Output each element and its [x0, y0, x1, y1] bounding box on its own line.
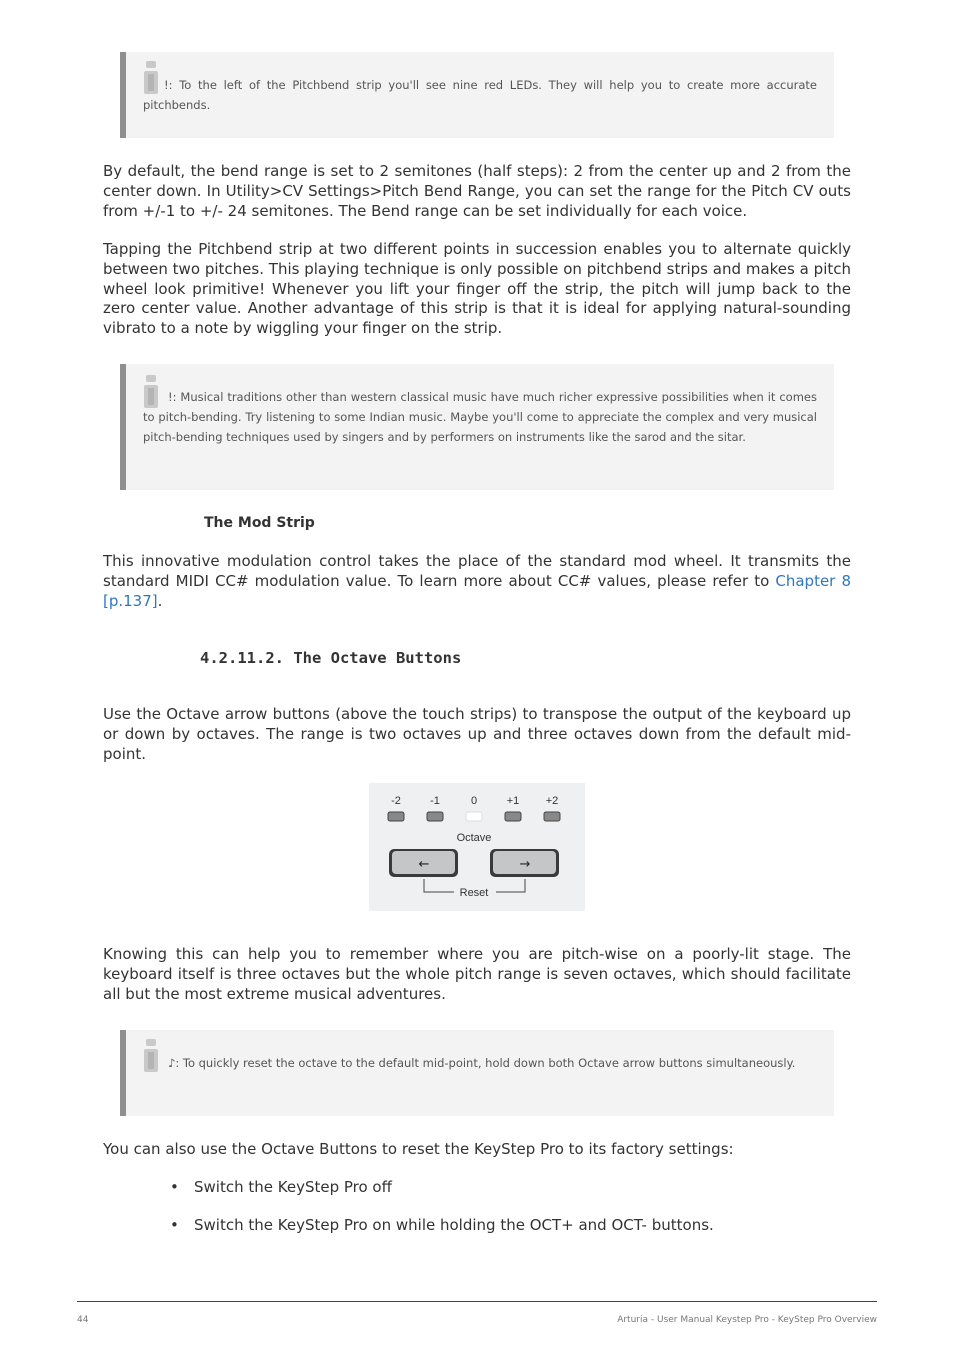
heading-mod-strip: The Mod Strip: [204, 515, 315, 531]
octave-label-minus-1: -1: [430, 795, 440, 807]
octave-title: Octave: [456, 832, 492, 844]
paragraph-mod-strip: This innovative modulation control takes the place of the standard mod wheel. It transmits the standard MIDI CC# modulation value. To learn more about CC# values, please refer to Chapter 8 [p.137].: [103, 552, 851, 610]
page-number: 44: [77, 1315, 89, 1325]
octave-led-minus-2: [388, 812, 404, 821]
paragraph-octave-intro: Use the Octave arrow buttons (above the touch strips) to transpose the output of the keyboard up or down by octaves. The range is two octaves up and three octaves down from the default mid-point.: [103, 705, 851, 763]
reset-steps-list: [170, 1178, 714, 1235]
octave-panel-drawing: [369, 783, 585, 911]
octave-led-minus-1: [427, 812, 443, 821]
tip-note-reset-octave: [120, 1030, 834, 1116]
octave-led-plus-1: [505, 812, 521, 821]
reset-bracket-left: [424, 879, 454, 892]
note-text: ♪: To quickly reset the octave to the default mid-point, hold down both Octave arrow buttons simultaneously.: [168, 1056, 796, 1070]
octave-led-0-active: [466, 812, 482, 821]
heading-octave-buttons: 4.2.11.2. The Octave Buttons: [200, 649, 462, 667]
note-text: !: To the left of the Pitchbend strip you'll see nine red LEDs. They will help you to create more accurate pitchbends.: [143, 78, 817, 112]
octave-label-0: 0: [470, 795, 478, 807]
footer-divider: [77, 1301, 877, 1302]
arrow-left-icon: ←: [418, 857, 430, 872]
chapter-8-link[interactable]: Chapter 8 [p.137]: [103, 571, 851, 610]
bullet: •: [170, 1216, 179, 1234]
bullet: •: [170, 1178, 179, 1196]
paragraph-bend-range: By default, the bend range is set to 2 semitones (half steps): 2 from the center up and 2 from the center down. In Utility>CV Settings>Pitch Bend Range, you can set the range for the Pitch CV outs from +/-1 to +/- 24 semitones. The Bend range can be set individually for each voice.: [103, 162, 851, 220]
info-note-leds: [120, 52, 834, 138]
octave-label-minus-2: -2: [391, 795, 401, 807]
paragraph-reset-intro: You can also use the Octave Buttons to reset the KeyStep Pro to its factory settings:: [103, 1140, 734, 1158]
arrow-right-icon: →: [519, 857, 531, 872]
octave-up-button[interactable]: [490, 849, 559, 877]
paragraph-knowing: Knowing this can help you to remember where you are pitch-wise on a poorly-lit stage. The keyboard itself is three octaves but the whole pitch range is seven octaves, which should facilitate all but the most extreme musical adventures.: [103, 945, 851, 1003]
octave-label-plus-2: +2: [545, 795, 559, 807]
octave-down-button[interactable]: [389, 849, 458, 877]
reset-label: Reset: [459, 887, 489, 899]
octave-label-plus-1: +1: [506, 795, 520, 807]
octave-led-plus-2: [544, 812, 560, 821]
octave-panel-image: [369, 783, 585, 911]
reset-bracket-right: [496, 879, 525, 892]
list-item: • Switch the KeyStep Pro on while holding the OCT+ and OCT- buttons.: [170, 1216, 714, 1234]
footer-title: Arturia - User Manual Keystep Pro - KeyStep Pro Overview: [617, 1315, 877, 1325]
paragraph-tapping: Tapping the Pitchbend strip at two different points in succession enables you to alternate quickly between two pitches. This playing technique is only possible on pitchbend strips and makes a pitch wheel look primitive! Whenever you lift your finger off the strip, the pitch will jump back to the zero center value. Another advantage of this strip is that it is ideal for applying natural-sounding vibrato to a note by wiggling your finger on the strip.: [103, 240, 851, 338]
info-note-musical-traditions: [120, 364, 834, 490]
note-text: !: Musical traditions other than western classical music have much richer expressive possibilities when it comes to pitch-bending. Try listening to some Indian music. Maybe you'll come to appreciate the complex and very musical pitch-bending techniques used by singers and by performers on instruments like the sarod and the sitar.: [143, 390, 817, 444]
list-item: • Switch the KeyStep Pro off: [170, 1178, 392, 1196]
